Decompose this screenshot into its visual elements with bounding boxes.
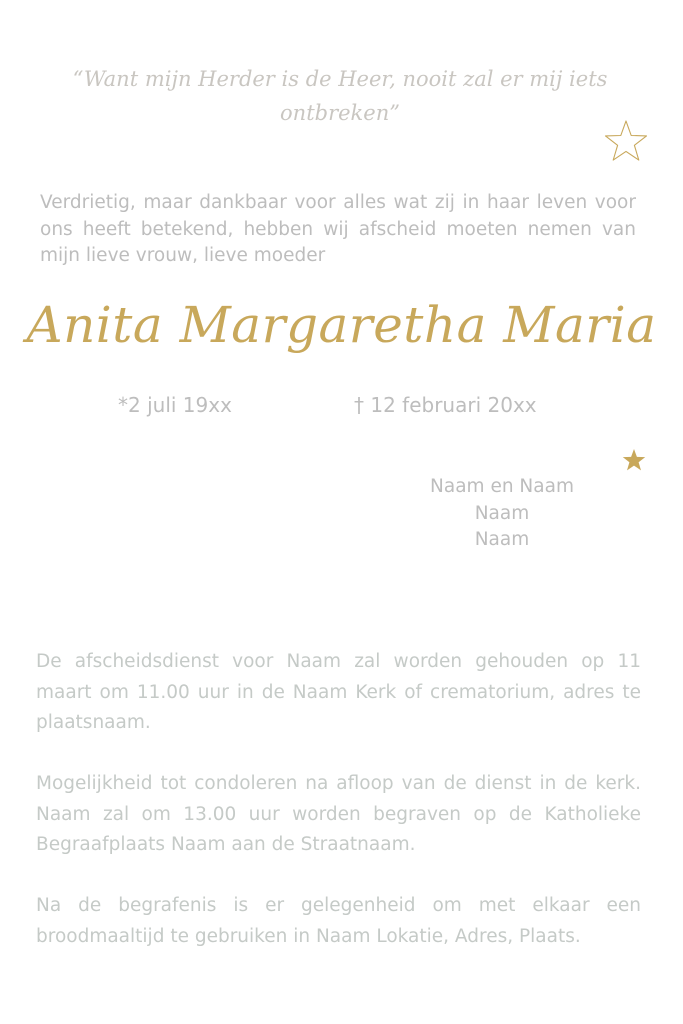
service-paragraph: De afscheidsdienst voor Naam zal worden gehouden op 11 maart om 11.00 uur in de Naam Kerk of crematorium, adres te plaatsnaam.: [36, 651, 641, 733]
condolence-paragraph: Mogelijkheid tot condoleren na afloop van de dienst in de kerk. Naam zal om 13.00 uur worden begraven op de Katholieke Begraafplaats Naam aan de Straatnaam.: [36, 773, 641, 855]
bible-quote: “Want mijn Herder is de Heer, nooit zal er mij iets ontbreken”: [72, 67, 608, 125]
relative-name: Naam: [474, 529, 530, 550]
birth-date: *2 juli 19xx: [118, 393, 232, 417]
death-date: † 12 februari 20xx: [354, 393, 537, 417]
relatives-list: [404, 474, 600, 554]
star-filled-icon: [622, 448, 646, 472]
deceased-name: Anita Margaretha Maria: [26, 296, 657, 354]
relative-name: Naam: [474, 502, 530, 524]
star-outline-icon: [604, 119, 648, 163]
relative-name: Naam en Naam: [430, 476, 574, 497]
intro-text: Verdrietig, maar dankbaar voor alles wat zij in haar leven voor ons heeft betekend, hebben wij afscheid moeten nemen van mijn lieve vrouw, lieve moeder: [40, 192, 636, 266]
reception-paragraph: Na de begrafenis is er gelegenheid om met elkaar een broodmaaltijd te gebruiken in Naam Lokatie, Adres, Plaats.: [36, 895, 641, 947]
